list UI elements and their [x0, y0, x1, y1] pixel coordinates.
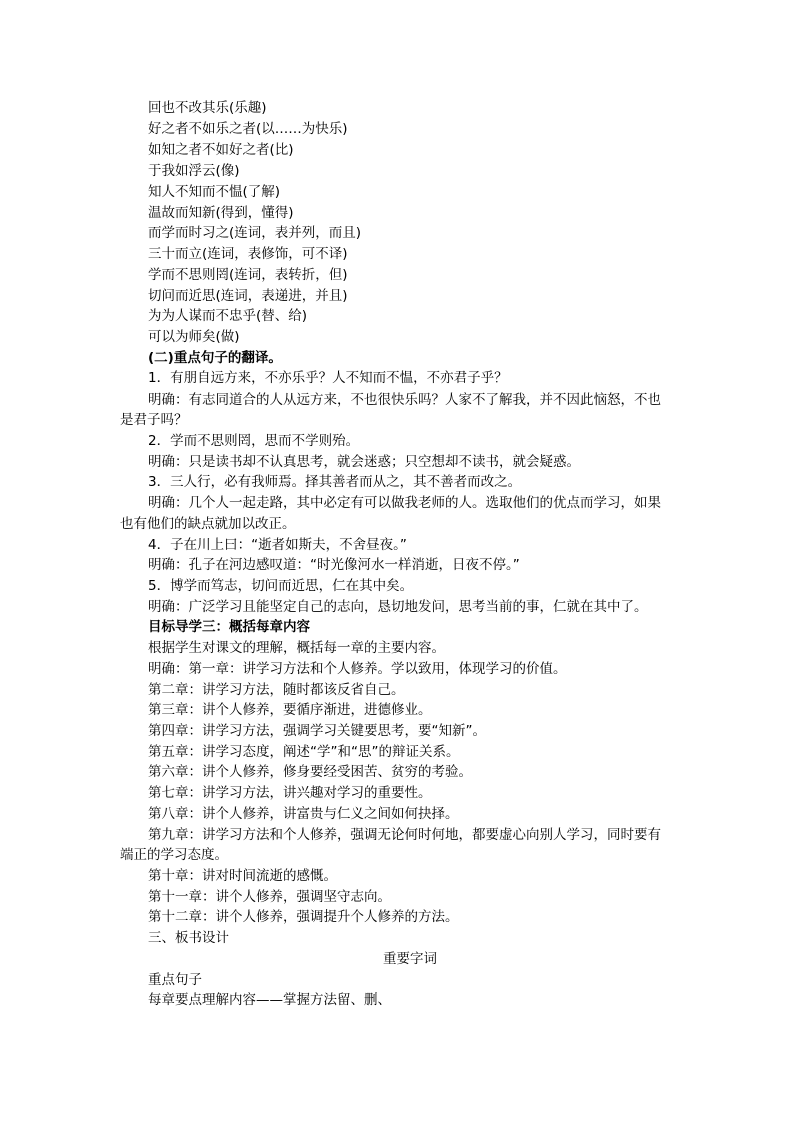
- text-line: 3．三人行，必有我师焉。择其善者而从之，其不善者而改之。: [148, 474, 522, 490]
- text-line: 知人不知而不愠(了解): [148, 184, 281, 200]
- text-line: 如知之者不如好之者(比): [148, 142, 294, 158]
- text-line: 第八章：讲个人修养，讲富贵与仁义之间如何抉择。: [148, 806, 459, 822]
- text-line: 第七章：讲学习方法，讲兴趣对学习的重要性。: [148, 785, 432, 801]
- text-line: 是君子吗？: [120, 412, 188, 428]
- text-line: 1．有朋自远方来，不亦乐乎？人不知而不愠，不亦君子乎？: [148, 370, 508, 386]
- text-line: 明确：几个人一起走路，其中必定有可以做我老师的人。选取他们的优点而学习，如果: [148, 495, 661, 511]
- section-heading: 目标导学三：概括每章内容: [148, 619, 310, 635]
- text-line: 明确：广泛学习且能坚定自己的志向，恳切地发问，思考当前的事，仁就在其中了。: [148, 599, 648, 615]
- text-line: 第十一章：讲个人修养，强调坚守志向。: [148, 889, 391, 905]
- text-line: 每章要点理解内容——掌握方法留、删、: [148, 992, 391, 1008]
- board-title: 重要字词: [383, 951, 437, 967]
- text-line: 第三章：讲个人修养，要循序渐进，进德修业。: [148, 702, 432, 718]
- text-line: 也有他们的缺点就加以改正。: [120, 516, 296, 532]
- text-line: 第十章：讲对时间流逝的感慨。: [148, 868, 337, 884]
- text-line: 回也不改其乐(乐趣): [148, 100, 267, 116]
- text-line: 温故而知新(得到，懂得): [148, 205, 294, 221]
- text-line: 第五章：讲学习态度，阐述“学”和“思”的辩证关系。: [148, 744, 460, 760]
- text-line: 2．学而不思则罔，思而不学则殆。: [148, 433, 360, 449]
- text-line: 第二章：讲学习方法，随时都该反省自己。: [148, 682, 405, 698]
- text-line: 明确：第一章：讲学习方法和个人修养。学以致用，体现学习的价值。: [148, 661, 567, 677]
- text-line: 明确：孔子在河边感叹道：“时光像河水一样消逝，日夜不停。”: [148, 557, 520, 573]
- text-line: 明确：有志同道合的人从远方来，不也很快乐吗？人家不了解我，并不因此恼怒，不也: [148, 392, 661, 408]
- text-line: 可以为师矣(做): [148, 329, 240, 345]
- section-heading: (二)重点句子的翻译。: [148, 350, 282, 366]
- text-line: 而学而时习之(连词，表并列，而且): [148, 225, 362, 241]
- section-heading: 三、板书设计: [148, 930, 229, 946]
- text-line: 根据学生对课文的理解，概括每一章的主要内容。: [148, 640, 445, 656]
- text-line: 第四章：讲学习方法，强调学习关键要思考，要“知新”。: [148, 723, 486, 739]
- text-line: 切问而近思(连词，表递进，并且): [148, 288, 348, 304]
- text-line: 重点句子: [148, 972, 202, 988]
- text-line: 第九章：讲学习方法和个人修养，强调无论何时何地，都要虚心向别人学习，同时要有: [148, 827, 661, 843]
- text-line: 第十二章：讲个人修养，强调提升个人修养的方法。: [148, 909, 459, 925]
- text-line: 第六章：讲个人修养，修身要经受困苦、贫穷的考验。: [148, 764, 472, 780]
- text-line: 三十而立(连词，表修饰，可不译): [148, 246, 348, 262]
- text-line: 5．博学而笃志，切问而近思，仁在其中矣。: [148, 578, 414, 594]
- text-line: 好之者不如乐之者(以……为快乐): [148, 121, 348, 137]
- text-line: 学而不思则罔(连词，表转折，但): [148, 267, 348, 283]
- text-line: 于我如浮云(像): [148, 163, 240, 179]
- text-line: 4．子在川上曰：“逝者如斯夫，不舍昼夜。”: [148, 537, 407, 553]
- text-line: 端正的学习态度。: [120, 847, 228, 863]
- text-line: 为为人谋而不忠乎(替、给): [148, 308, 308, 324]
- text-line: 明确：只是读书却不认真思考，就会迷惑；只空想却不读书，就会疑惑。: [148, 454, 580, 470]
